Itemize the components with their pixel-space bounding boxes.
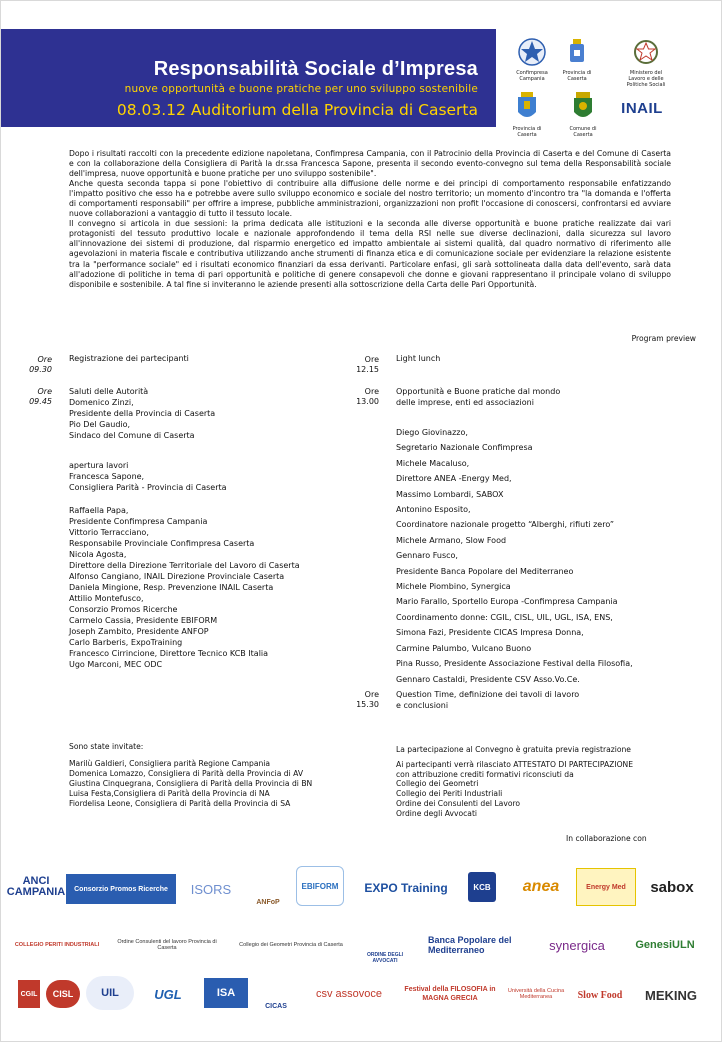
universita-cucina-logo [504,978,568,1010]
sponsor-name: csv assovoce [315,988,383,1000]
program-line: Ugo Marconi, MEC ODC [69,660,163,669]
invited-name: Giustina Cinquegrana, Consigliera di Parità della Provincia di BN [69,779,313,788]
registration-line: Ordine dei Consulenti del Lavoro [396,798,521,808]
sabox-logo [640,870,704,904]
collaboration-label: In collaborazione con [566,834,647,843]
banca-popolare-logo [428,928,528,962]
cisl-logo [46,980,80,1008]
sponsor-name: Festival della FILOSOFIA in MAGNA GRECIA [404,986,496,1002]
ebiform-logo [296,866,344,906]
time-slot [331,387,379,407]
ordine-avvocati-logo [354,926,416,964]
italian-republic-emblem-icon [633,38,659,66]
sponsor-name: UIL [101,987,119,999]
sponsor-name: COLLEGIO PERITI INDUSTRIALI [14,942,100,948]
cgil-logo [18,980,40,1008]
synergica-logo [534,932,620,958]
program-line: Raffaella Papa, [69,506,129,515]
inail-logo-icon: INAIL [621,100,663,117]
sponsor-name: CGIL [20,990,38,998]
sponsor-name: CISL [52,989,74,999]
sponsor-name: ISA [216,987,236,999]
genesi-logo [626,932,704,958]
sponsor-name: ISORS [190,881,232,897]
program-line: Vittorio Terracciano, [69,528,149,537]
intro-paragraph: Il convegno si articola in due sessioni: la prima dedicata alle istituzioni e la seconda alle diverse opportunità e buone pratiche realizzate dai vari protagonisti del tessuto produttivo locale e nazionale approfondendo il tema della RSI nelle sue diverse declinazioni, dalla sicurezza sul lavoro all'innovazione dei sistemi di produzione, dal risparmio energetico ed impatto ambientale ai sistemi qualità, dal quadro normativo di riferimento alle agevolazioni in materia fiscale e contributiva utilizzando anche strumenti di finanza etica e di comunicazione sociale per evidenziare la relazione esistente tra la "performance sociale" ed i risultati economico finanziari da essa derivanti. Particolare enfasi, gli sarà sottolineata dalla data dell'evento, sarà data all'adozione di politiche in tema di pari opportunità e politiche di genere consapevoli che donne e giovani rappresentano il principale volano di sviluppo disponibile e sostenibile. A tal fine si inviteranno le aziende presenti alla sottoscrizione della Carta delle Pari Opportunità. [69,219,671,289]
sponsor-name: Consorzio Promos Ricerche [74,885,168,893]
sponsor-name: sabox [650,878,694,896]
sponsor-name: EBIFORM [301,881,339,891]
registration-line: Ai partecipanti verrà rilasciato ATTESTATO DI PARTECIPAZIONE [396,760,634,769]
logo-caption: Confimpresa Campania [516,70,548,82]
program-line: Presidente Confimpresa Campania [69,517,208,526]
sponsor-name: ANCI CAMPANIA [6,875,66,898]
isa-logo [204,978,248,1008]
sponsor-name: Università della Cucina Mediterranea [507,988,565,1000]
confimpresa-star-logo-icon [517,38,547,66]
sponsor-name: Collegio dei Geometri Provincia di Caserta [239,942,343,948]
cicas-logo [256,978,296,1010]
sponsor-name: Banca Popolare del Mediterraneo [428,935,512,955]
sponsor-name: EXPO Training [364,881,448,895]
program-line: Attilio Montefusco, [69,594,144,603]
program-line: Michele Piombino, Synergica [396,582,511,592]
program-line: Consorzio Promos Ricerche [69,605,178,614]
isors-logo [180,874,242,904]
program-line: Direttore ANEA -Energy Med, [396,474,512,484]
program-line: e conclusioni [396,701,449,710]
program-line: Domenico Zinzi, [69,398,134,407]
sponsor-name: Slow Food [577,989,623,1001]
ministero-logo [622,38,670,88]
geometri-logo [236,930,346,960]
sponsor-name: CICAS [265,1003,287,1010]
registration-line: Ordine degli Avvocati [396,808,478,818]
event-title: Responsabilità Sociale d’Impresa [153,58,478,80]
program-line: Joseph Zambito, Presidente ANFOP [69,627,209,636]
registration-line: Collegio dei Periti Industriali [396,789,503,799]
invited-name: Domenica Lomazzo, Consigliera di Parità della Provincia di AV [69,769,304,778]
sponsor-name: ORDINE DEGLI AVVOCATI [366,952,404,964]
expotraining-logo [356,876,456,900]
invited-name: Luisa Festa,Consigliera di Parità della Provincia di NA [69,789,270,798]
program-line: Sindaco del Comune di Caserta [69,431,195,440]
program-line: Saluti delle Autorità [69,387,149,396]
consulenti-lavoro-logo [108,930,226,960]
sponsor-name: anea [522,878,560,895]
program-line: Pina Russo, Presidente Associazione Festival della Filosofia, [396,659,633,669]
program-line: Responsabile Provinciale Confimpresa Caserta [69,539,255,548]
registration-note: La partecipazione al Convegno è gratuita previa registrazione [396,745,631,754]
anfop-logo [248,868,288,906]
program-line: Simona Fazi, Presidente CICAS Impresa Donna, [396,628,584,638]
program-line: Massimo Lombardi, SABOX [396,489,504,499]
program-preview-label: Program preview [631,334,696,343]
confimpresa-logo [512,38,552,82]
program-line: Presidente Banca Popolare del Mediterraneo [396,566,574,576]
festival-filosofia-logo [402,976,498,1012]
time-value: 12.15 [356,365,379,374]
csv-assovoce-logo [302,980,396,1008]
logo-caption: Comune di Caserta [569,126,597,138]
logo-caption: Ministero del Lavoro e delle Politiche Sociali [626,70,666,88]
uil-logo [86,976,134,1010]
program-line: Nicola Agosta, [69,550,127,559]
sponsor-name: Energy Med [586,883,626,891]
program-line: Michele Macaluso, [396,458,470,468]
program-item [396,689,579,711]
energy-med-logo [576,868,636,906]
periti-industriali-logo [12,930,102,960]
program-item [69,505,300,670]
program-line: delle imprese, enti ed associazioni [396,398,534,407]
program-line: Michele Armano, Slow Food [396,535,507,545]
program-item [69,460,227,493]
header-banner [1,29,496,127]
program-item [69,351,189,366]
program-line: Alfonso Cangiano, INAIL Direzione Provinciale Caserta [69,572,285,581]
time-slot [4,355,52,375]
program-line: Gennaro Fusco, [396,551,458,561]
invited-list [69,759,312,809]
program-line: apertura lavori [69,461,129,470]
caserta-coat-of-arms-icon [516,92,538,122]
comune-logo [560,92,606,138]
ore-label: Ore [364,387,379,396]
sponsor-name: MEKING [645,987,697,1003]
program-line: Coordinatore nazionale progetto “Alberghi, rifiuti zero” [396,520,615,530]
time-slot [331,355,379,375]
time-value: 09.30 [29,365,52,374]
program-line: Consigliera Parità - Provincia di Caserta [69,483,227,492]
logo-caption: Provincia di Caserta [512,126,542,138]
sponsor-name: GenesiULN [635,939,695,951]
program-line: Antonino Esposito, [396,505,471,515]
invited-name: Fiordelisa Leone, Consigliera di Parità della Provincia di SA [69,799,291,808]
program-line: Francesca Sapone, [69,472,145,481]
provincia-caserta-crest-icon [568,38,586,66]
event-subtitle: nuove opportunità e buone pratiche per uno sviluppo sostenibile [124,83,478,95]
sponsor-name: KCB [473,882,491,892]
intro-paragraph: Dopo i risultati raccolti con la precedente edizione napoletana, Confimpresa Campania, con il Patrocinio della Provincia di Caserta e del Comune di Caserta e con la collaborazione della Consigliera di Parità la dr.ssa Francesca Sapone, presenta il secondo evento-convegno sul tema della Responsabilità sociale dell'impresa, nuove opportunità e buone pratiche per uno sviluppo sostenibile". [69,149,671,179]
ore-label: Ore [364,690,379,699]
provincia-logo-top [560,38,594,82]
anea-logo [510,872,572,902]
intro-text [69,149,671,290]
sponsor-name: ANFoP [256,899,280,906]
program-line: Opportunità e Buone pratiche dal mondo [396,387,561,396]
program-line: Registrazione dei partecipanti [69,354,189,363]
program-line: Direttore della Direzione Territoriale del Lavoro di Caserta [69,561,300,570]
slow-food-logo [572,980,628,1010]
inail-logo [614,100,670,118]
time-value: 15.30 [356,700,379,709]
promos-ricerche-logo [66,874,176,904]
registration-info [396,760,633,818]
sponsor-name: Ordine Consulenti del lavoro Provincia di Caserta [117,939,217,951]
program-line: Segretario Nazionale Confimpresa [396,443,533,453]
program-line: Question Time, definizione dei tavoli di lavoro [396,690,580,699]
kcb-logo [468,872,496,902]
invited-heading: Sono state invitate: [69,742,144,751]
time-slot [4,387,52,407]
anci-campania-logo [6,868,66,906]
sponsor-name: synergica [549,937,605,953]
logo-caption: Provincia di Caserta [562,70,592,82]
provincia-logo-bottom [506,92,548,138]
meking-logo [634,982,708,1008]
program-item [396,386,560,408]
program-line: Diego Giovinazzo, [396,428,468,437]
ugl-logo [140,980,196,1008]
event-date-place: 08.03.12 Auditorium della Provincia di Caserta [116,101,478,119]
ore-label: Ore [37,355,52,364]
time-value: 13.00 [356,397,379,406]
program-line: Light lunch [396,354,441,363]
program-line: Carmelo Cassia, Presidente EBIFORM [69,616,218,625]
program-line: Presidente della Provincia di Caserta [69,409,216,418]
ore-label: Ore [37,387,52,396]
program-line: Coordinamento donne: CGIL, CISL, UIL, UGL, ISA, ENS, [396,612,613,622]
program-item [396,425,633,687]
program-line: Francesco Cirrincione, Direttore Tecnico KCB Italia [69,649,269,658]
registration-line: Collegio dei Geometri [396,779,479,789]
registration-line: con attribuzione crediti formativi riconsciuti da [396,769,574,779]
program-line: Pio Del Gaudio, [69,420,131,429]
program-line: Carmine Palumbo, Vulcano Buono [396,643,532,653]
program-line: Carlo Barberis, ExpoTraining [69,638,183,647]
sponsor-name: UGL [154,986,182,1002]
program-line: Mario Farallo, Sportello Europa -Confimpresa Campania [396,597,618,607]
comune-caserta-crest-icon [572,92,594,122]
time-slot [331,690,379,710]
invited-name: Marilù Galdieri, Consigliera parità Regione Campania [69,759,271,768]
program-line: Daniela Mingione, Resp. Prevenzione INAIL Caserta [69,583,274,592]
program-item [69,386,215,441]
time-value: 09.45 [29,397,52,406]
ore-label: Ore [364,355,379,364]
program-item [396,351,440,366]
intro-paragraph: Anche questa seconda tappa si pone l'obiettivo di contribuire alla diffusione delle norme e dei principi di comportamento responsabile enfatizzando l'impatto positivo che esso ha e potrebbe avere sullo sviluppo economico e sociale del nostro territorio; un momento d'incontro tra "la domanda e l'offerta di comportamenti responsabili" per offrire a imprese, pubbliche amministrazioni, organizzazioni non profit l'occasione di conoscersi, confrontarsi ed avviare nuove collaborazioni a vantaggio di tutto il tessuto locale. [69,179,671,219]
program-line: Gennaro Castaldi, Presidente CSV Asso.Vo.Ce. [396,674,580,684]
